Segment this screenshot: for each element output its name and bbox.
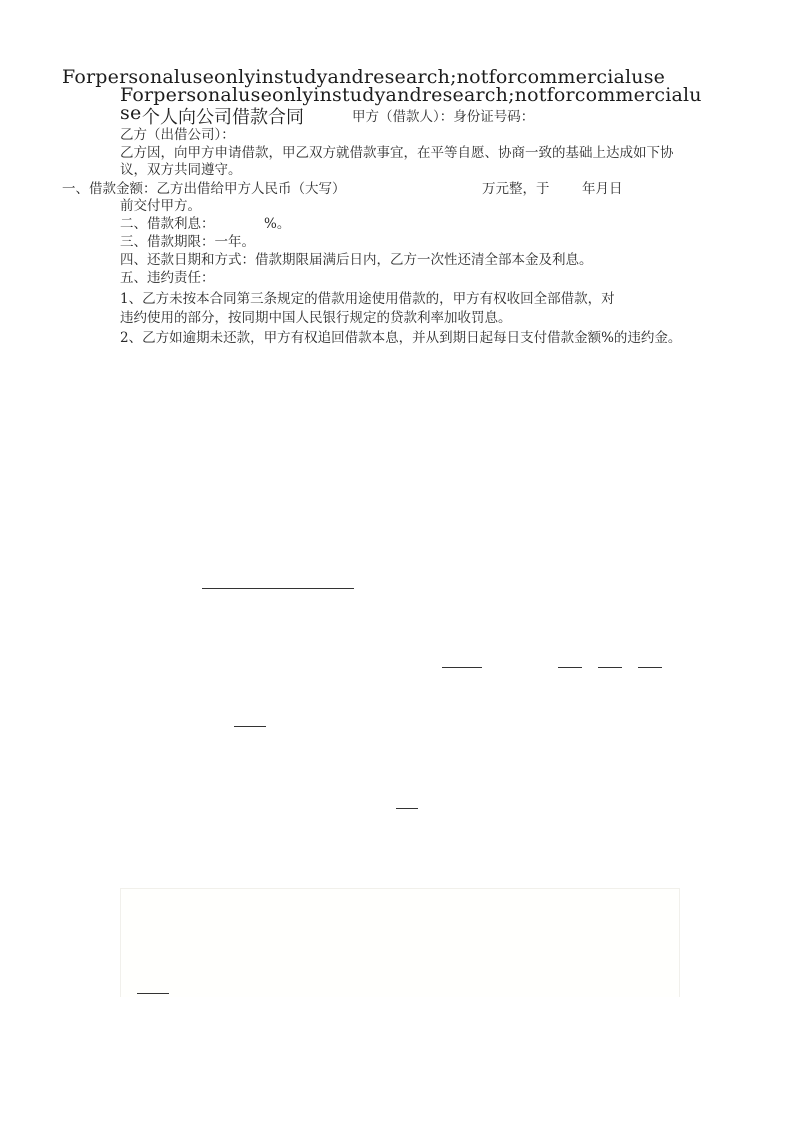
signature-blank-6 (234, 726, 266, 727)
watermark-line-1: Forpersonaluseonlyinstudyandresearch;notforcommercialuse (62, 66, 666, 88)
signature-blank-7 (396, 808, 418, 809)
signature-blank-4 (598, 667, 622, 668)
watermark-line-3: se (120, 102, 142, 124)
signature-blank-1 (202, 588, 354, 589)
clause-2-percent: %。 (264, 216, 291, 232)
signature-blank-2 (442, 667, 482, 668)
clause-1-unit: 万元整，于 (482, 181, 550, 197)
clause-3: 三、借款期限：一年。 (120, 234, 255, 250)
clause-4: 四、还款日期和方式：借款期限届满后日内，乙方一次性还清全部本金及利息。 (120, 252, 593, 268)
watermark-line-2: Forpersonaluseonlyinstudyandresearch;notforcommercialu (120, 84, 702, 106)
party-a-line: 甲方（借款人）：身份证号码： (352, 109, 535, 125)
footer-blank (137, 993, 169, 994)
preamble-line-1: 乙方因，向甲方申请借款，甲乙双方就借款事宜，在平等自愿、协商一致的基础上达成如下协 (120, 145, 674, 161)
clause-2-label: 二、借款利息： (120, 216, 215, 232)
signature-blank-3 (558, 667, 582, 668)
document-title: 个人向公司借款合同 (142, 107, 304, 128)
clause-1-label: 一、借款金额：乙方出借给甲方人民币（大写） (62, 181, 346, 197)
preamble-line-2: 议，双方共同遵守。 (120, 162, 242, 178)
clause-5-heading: 五、违约责任： (120, 270, 215, 286)
clause-5-item-1-line-2: 违约使用的部分，按同期中国人民银行规定的贷款利率加收罚息。 (120, 310, 512, 326)
clause-5-item-1-line-1: 1、乙方未按本合同第三条规定的借款用途使用借款的，甲方有权收回全部借款，对 (120, 291, 615, 307)
clause-1-delivery: 前交付甲方。 (120, 198, 201, 214)
signature-blank-5 (638, 667, 662, 668)
footer-box (120, 888, 680, 997)
clause-5-item-2: 2、乙方如逾期未还款，甲方有权追回借款本息，并从到期日起每日支付借款金额%的违约金。 (120, 330, 682, 346)
clause-1-date: 年月日 (582, 181, 623, 197)
party-b-line: 乙方（出借公司）： (120, 127, 235, 143)
